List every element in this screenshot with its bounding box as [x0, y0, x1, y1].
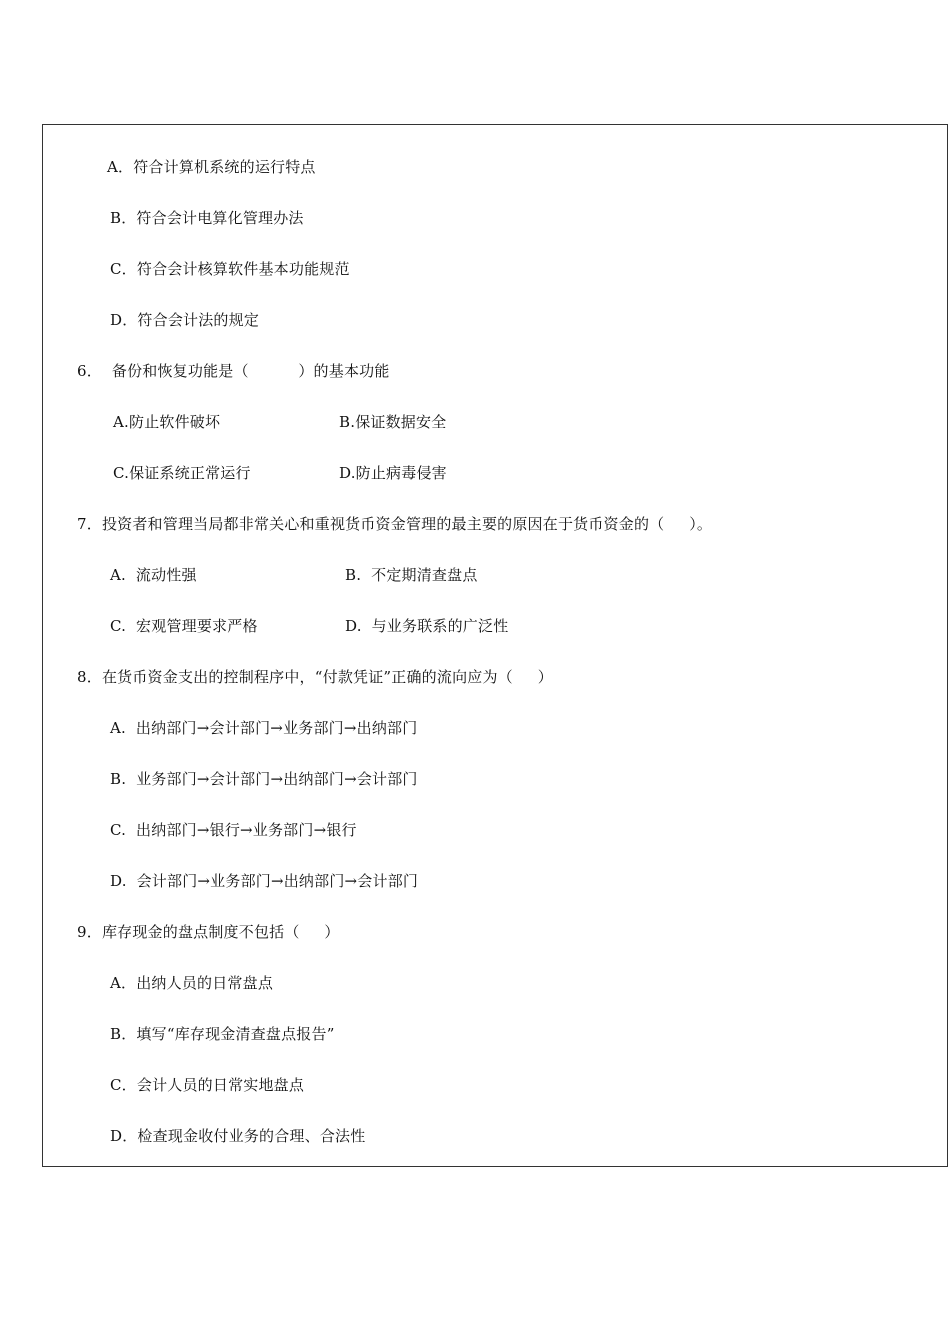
q7-stem: 7．投资者和管理当局都非常关心和重视货币资金管理的最主要的原因在于货币资金的（ ）。: [77, 515, 713, 533]
q6-option-b: B.保证数据安全: [339, 413, 447, 431]
q8-option-d: D. 会计部门→业务部门→出纳部门→会计部门: [110, 872, 419, 890]
q5-option-a: A．符合计算机系统的运行特点: [107, 158, 316, 176]
q7-option-a: A. 流动性强: [110, 566, 197, 584]
q8-option-a: A. 出纳部门→会计部门→业务部门→出纳部门: [110, 719, 418, 737]
q9-stem: 9．库存现金的盘点制度不包括（ ）: [77, 923, 340, 941]
q9-option-c: C．会计人员的日常实地盘点: [110, 1076, 305, 1094]
q5-option-d: D．符合会计法的规定: [110, 311, 260, 329]
question-box: [42, 124, 948, 1167]
q9-option-b: B．填写“库存现金清查盘点报告”: [110, 1025, 335, 1043]
q8-option-b: B. 业务部门→会计部门→出纳部门→会计部门: [110, 770, 418, 788]
q6-option-d: D.防止病毒侵害: [339, 464, 447, 482]
q8-option-c: C. 出纳部门→银行→业务部门→银行: [110, 821, 357, 839]
q5-option-c: C．符合会计核算软件基本功能规范: [110, 260, 350, 278]
q7-option-d: D. 与业务联系的广泛性: [345, 617, 509, 635]
q8-stem: 8．在货币资金支出的控制程序中，“付款凭证”正确的流向应为（ ）: [77, 668, 553, 686]
q6-option-c: C.保证系统正常运行: [113, 464, 251, 482]
q7-option-b: B. 不定期清查盘点: [345, 566, 478, 584]
q6-option-a: A.防止软件破坏: [113, 413, 221, 431]
q5-option-b: B．符合会计电算化管理办法: [110, 209, 304, 227]
q9-option-d: D．检查现金收付业务的合理、合法性: [110, 1127, 366, 1145]
q9-option-a: A．出纳人员的日常盘点: [110, 974, 274, 992]
q7-option-c: C. 宏观管理要求严格: [110, 617, 258, 635]
q6-stem: 6． 备份和恢复功能是（ ）的基本功能: [77, 362, 390, 380]
